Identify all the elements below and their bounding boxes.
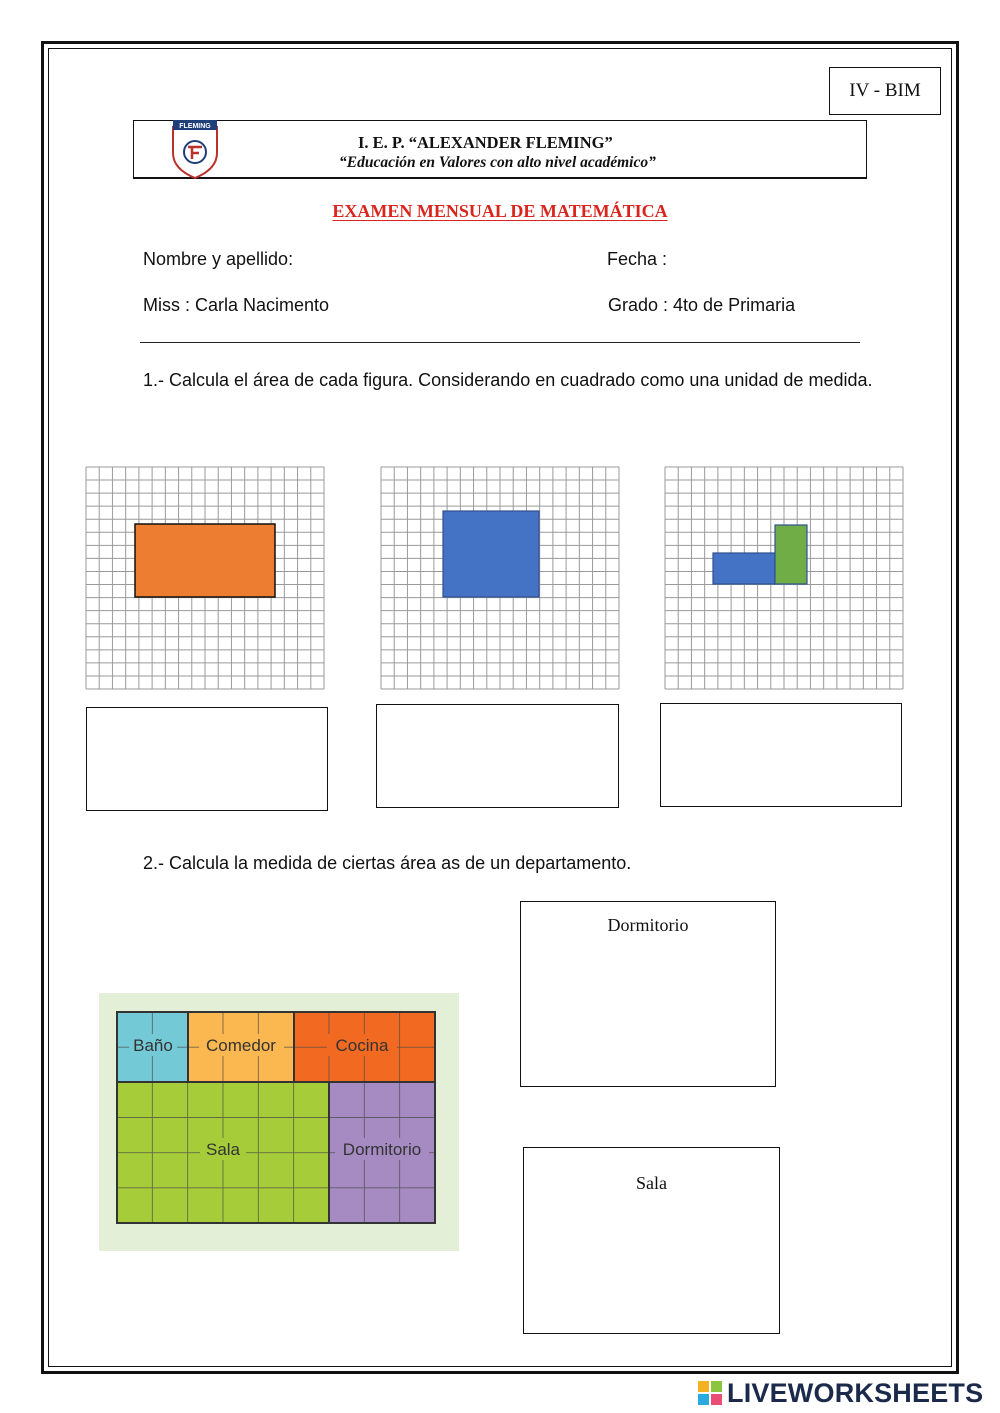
header-divider <box>140 342 860 343</box>
room-label-cocina: Cocina <box>335 1036 389 1055</box>
answer-box-2[interactable] <box>376 704 619 808</box>
school-shield-logo <box>168 119 222 179</box>
exam-title: EXAMEN MENSUAL DE MATEMÁTICA <box>332 201 668 221</box>
logo-text: FLEMING <box>179 123 211 130</box>
date-label: Fecha : <box>607 249 668 269</box>
grid-figure-3 <box>664 466 904 690</box>
blue-bar <box>713 553 775 584</box>
liveworksheets-logo-icon <box>697 1380 723 1406</box>
green-bar <box>775 525 807 584</box>
answer-box-dormitorio[interactable] <box>520 901 776 1087</box>
question-2-text: 2.- Calcula la medida de ciertas área as de un departamento. <box>143 853 632 873</box>
period-badge <box>829 67 941 115</box>
grid-figure-2 <box>380 466 620 690</box>
liveworksheets-watermark <box>697 1375 997 1411</box>
room-label-comedor: Comedor <box>206 1036 276 1055</box>
orange-rectangle <box>135 524 275 597</box>
room-label-bano: Baño <box>133 1036 173 1055</box>
room-label-sala: Sala <box>205 1140 241 1159</box>
school-header <box>133 120 867 179</box>
school-motto: “Educación en Valores con alto nivel académico” <box>339 154 656 171</box>
sala-box-label: Sala <box>636 1173 667 1193</box>
grid-figure-1 <box>85 466 325 690</box>
dormitorio-box-label: Dormitorio <box>607 915 689 935</box>
answer-box-sala[interactable] <box>523 1147 780 1334</box>
school-name: I. E. P. “ALEXANDER FLEMING” <box>358 133 613 152</box>
answer-box-3[interactable] <box>660 703 902 807</box>
room-label-dormitorio: Dormitorio <box>342 1140 422 1159</box>
teacher-label: Miss : Carla Nacimento <box>143 295 330 315</box>
grade-label: Grado : 4to de Primaria <box>608 295 796 315</box>
question-1-text: 1.- Calcula el área de cada figura. Considerando en cuadrado como una unidad de medida. <box>143 370 873 390</box>
blue-square <box>443 511 539 597</box>
period-badge-text: IV - BIM <box>849 80 921 101</box>
apartment-floor-plan <box>99 993 459 1251</box>
name-label: Nombre y apellido: <box>143 249 294 269</box>
watermark-text: LIVEWORKSHEETS <box>727 1377 984 1408</box>
answer-box-1[interactable] <box>86 707 328 811</box>
